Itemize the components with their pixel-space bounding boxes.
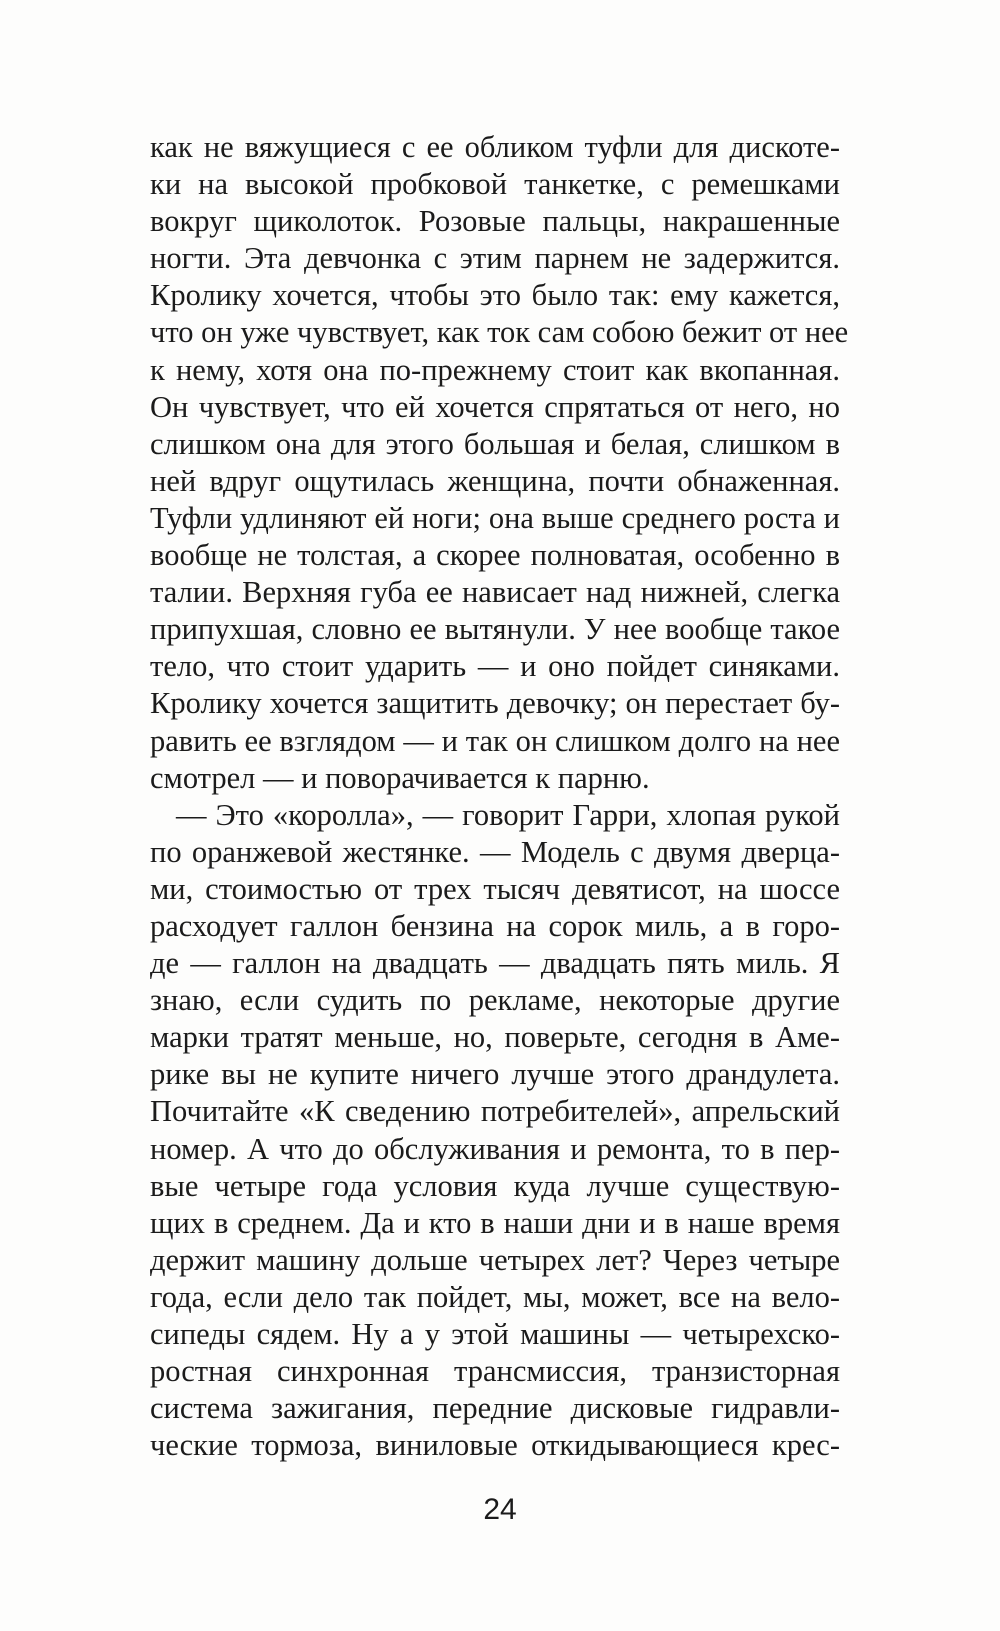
text-line: вообще не толстая, а скорее полноватая, особенно в — [150, 538, 840, 573]
text-line: Кролику хочется, чтобы это было так: ему кажется, — [150, 278, 840, 313]
text-line: равить ее взглядом — и так он слишком долго на нее — [150, 723, 840, 758]
text-line: Туфли удлиняют ей ноги; она выше среднего роста и — [150, 500, 840, 535]
text-line: по оранжевой жестянке. — Модель с двумя дверца- — [150, 834, 840, 869]
text-line: марки тратят меньше, но, поверьте, сегодня в Аме- — [150, 1020, 840, 1055]
text-line: сипеды сядем. Ну а у этой машины — четырехско- — [150, 1317, 840, 1351]
text-line: припухшая, словно ее вытянули. У нее вообще такое — [150, 612, 840, 647]
text-line: ногти. Эта девчонка с этим парнем не задержится. — [150, 241, 840, 276]
text-line: ческие тормоза, виниловые откидывающиеся крес- — [150, 1428, 840, 1463]
text-line: Кролику хочется защитить девочку; он перестает бу- — [150, 686, 840, 721]
text-line: расходует галлон бензина на сорок миль, а в горо- — [150, 908, 840, 943]
paragraph-start-line: — Это «королла», — говорит Гарри, хлопая рукой — [176, 797, 840, 832]
text-line: Он чувствует, что ей хочется спрятаться от него, но — [150, 389, 840, 424]
text-line: как не вяжущиеся с ее обликом туфли для дискоте- — [150, 130, 840, 164]
text-line: де — галлон на двадцать — двадцать пять миль. Я — [150, 946, 840, 981]
text-line: талии. Верхняя губа ее нависает над нижней, слегка — [150, 575, 840, 610]
text-line: номер. А что до обслуживания и ремонта, то в пер- — [150, 1131, 840, 1166]
text-line: что он уже чувствует, как ток сам собою бежит от нее — [150, 315, 849, 350]
page-number: 24 — [483, 1493, 517, 1526]
text-line: тело, что стоит ударить — и оно пойдет синяками. — [150, 649, 840, 684]
text-line: слишком она для этого большая и белая, слишком в — [150, 426, 840, 461]
text-line: знаю, если судить по рекламе, некоторые другие — [150, 983, 840, 1018]
text-line: ки на высокой пробковой танкетке, с ремешками — [150, 167, 840, 202]
text-line: ней вдруг ощутилась женщина, почти обнаженная. — [150, 463, 840, 498]
text-line: ми, стоимостью от трех тысяч девятисот, на шоссе — [150, 871, 840, 906]
text-line: к нему, хотя она по-прежнему стоит как вкопанная. — [150, 352, 840, 387]
text-line: держит машину дольше четырех лет? Через четыре — [150, 1242, 840, 1277]
text-line: года, если дело так пойдет, мы, может, все на вело- — [150, 1279, 840, 1314]
text-line: система зажигания, передние дисковые гидравли- — [150, 1391, 840, 1426]
text-line: Почитайте «К сведению потребителей», апрельский — [150, 1094, 840, 1129]
paragraph-end-line: смотрел — и поворачивается к парню. — [150, 760, 650, 795]
text-line: рике вы не купите ничего лучше этого драндулета. — [150, 1057, 840, 1092]
text-line: щих в среднем. Да и кто в наши дни и в наше время — [150, 1205, 840, 1240]
text-line: вые четыре года условия куда лучше существую- — [150, 1168, 840, 1203]
body-text — [150, 129, 849, 1464]
text-line: вокруг щиколоток. Розовые пальцы, накрашенные — [150, 204, 840, 239]
text-line: ростная синхронная трансмиссия, транзисторная — [150, 1354, 840, 1389]
